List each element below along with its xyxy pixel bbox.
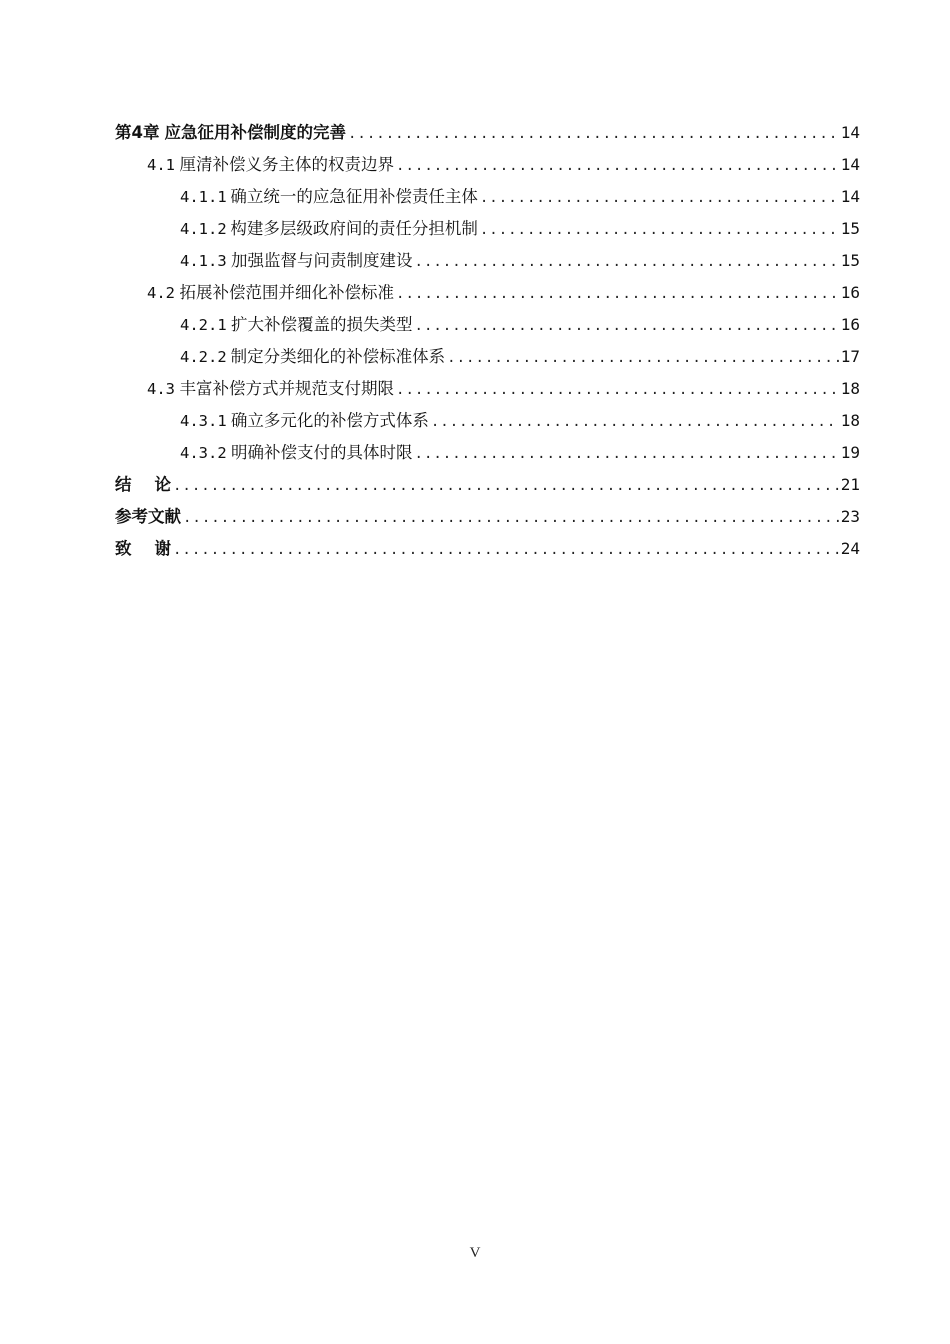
toc-entry-references[interactable] — [115, 501, 860, 533]
toc-entry-number: 4.1 — [147, 156, 175, 174]
toc-dot-leader — [431, 406, 839, 438]
toc-entry-title: 明确补偿支付的具体时限 — [231, 443, 413, 462]
toc-entry-4-3-1[interactable] — [115, 405, 860, 437]
toc-dot-leader — [415, 246, 839, 278]
toc-entry-title: 致 谢 — [115, 539, 171, 558]
toc-dot-leader — [173, 470, 839, 502]
toc-entry-title: 拓展补偿范围并细化补偿标准 — [179, 283, 395, 302]
toc-entry-page: 18 — [840, 379, 860, 398]
toc-entry-4-1-3[interactable] — [115, 245, 860, 277]
toc-entry-4-2[interactable] — [115, 277, 860, 309]
toc-entry-conclusion[interactable] — [115, 469, 860, 501]
toc-entry-page: 15 — [840, 251, 860, 270]
toc-entry-page: 17 — [840, 347, 860, 366]
toc-entry-acknowledgements[interactable] — [115, 533, 860, 565]
toc-entry-number: 第4章 — [115, 123, 160, 142]
toc-entry-number: 4.2.1 — [180, 316, 227, 334]
toc-entry-chapter-4[interactable] — [115, 117, 860, 149]
toc-dot-leader — [183, 502, 839, 534]
toc-entry-page: 24 — [840, 539, 860, 558]
toc-entry-title: 确立统一的应急征用补偿责任主体 — [230, 187, 478, 206]
toc-entry-title: 扩大补偿覆盖的损失类型 — [231, 315, 413, 334]
toc-entry-title: 丰富补偿方式并规范支付期限 — [179, 379, 395, 398]
toc-entry-4-1-2[interactable] — [115, 213, 860, 245]
toc-entry-title: 制定分类细化的补偿标准体系 — [230, 347, 446, 366]
toc-entry-number: 4.1.2 — [180, 220, 227, 238]
toc-dot-leader — [415, 438, 839, 470]
toc-dot-leader — [396, 374, 839, 406]
toc-entry-page: 16 — [840, 315, 860, 334]
toc-entry-4-3-2[interactable] — [115, 437, 860, 469]
toc-entry-number: 4.3.2 — [180, 444, 227, 462]
toc-entry-number: 4.2.2 — [180, 348, 227, 366]
toc-entry-page: 16 — [840, 283, 860, 302]
toc-entry-page: 14 — [840, 123, 860, 142]
toc-dot-leader — [173, 534, 839, 566]
toc-entry-page: 19 — [840, 443, 860, 462]
toc-dot-leader — [480, 182, 839, 214]
toc-dot-leader — [396, 150, 839, 182]
table-of-contents — [115, 117, 860, 565]
toc-entry-title: 结 论 — [115, 475, 171, 494]
toc-entry-number: 4.3.1 — [180, 412, 227, 430]
toc-entry-page: 14 — [840, 187, 860, 206]
toc-entry-page: 15 — [840, 219, 860, 238]
toc-entry-title: 加强监督与问责制度建设 — [231, 251, 413, 270]
toc-dot-leader — [348, 118, 839, 150]
toc-entry-4-1-1[interactable] — [115, 181, 860, 213]
toc-entry-number: 4.1.3 — [180, 252, 227, 270]
toc-entry-4-2-2[interactable] — [115, 341, 860, 373]
toc-entry-4-3[interactable] — [115, 373, 860, 405]
page-number-footer: V — [469, 1245, 481, 1261]
toc-entry-page: 23 — [840, 507, 860, 526]
toc-dot-leader — [415, 310, 839, 342]
toc-entry-title: 应急征用补偿制度的完善 — [164, 123, 346, 142]
toc-entry-title: 厘清补偿义务主体的权责边界 — [179, 155, 395, 174]
toc-entry-number: 4.2 — [147, 284, 175, 302]
toc-entry-number: 4.3 — [147, 380, 175, 398]
toc-entry-4-1[interactable] — [115, 149, 860, 181]
toc-entry-page: 14 — [840, 155, 860, 174]
toc-entry-title: 确立多元化的补偿方式体系 — [230, 411, 429, 430]
toc-dot-leader — [447, 342, 839, 374]
toc-dot-leader — [396, 278, 839, 310]
toc-entry-page: 18 — [840, 411, 860, 430]
toc-entry-number: 4.1.1 — [180, 188, 227, 206]
toc-entry-4-2-1[interactable] — [115, 309, 860, 341]
toc-entry-page: 21 — [840, 475, 860, 494]
toc-entry-title: 构建多层级政府间的责任分担机制 — [230, 219, 478, 238]
toc-entry-title: 参考文献 — [115, 507, 181, 526]
toc-dot-leader — [480, 214, 839, 246]
